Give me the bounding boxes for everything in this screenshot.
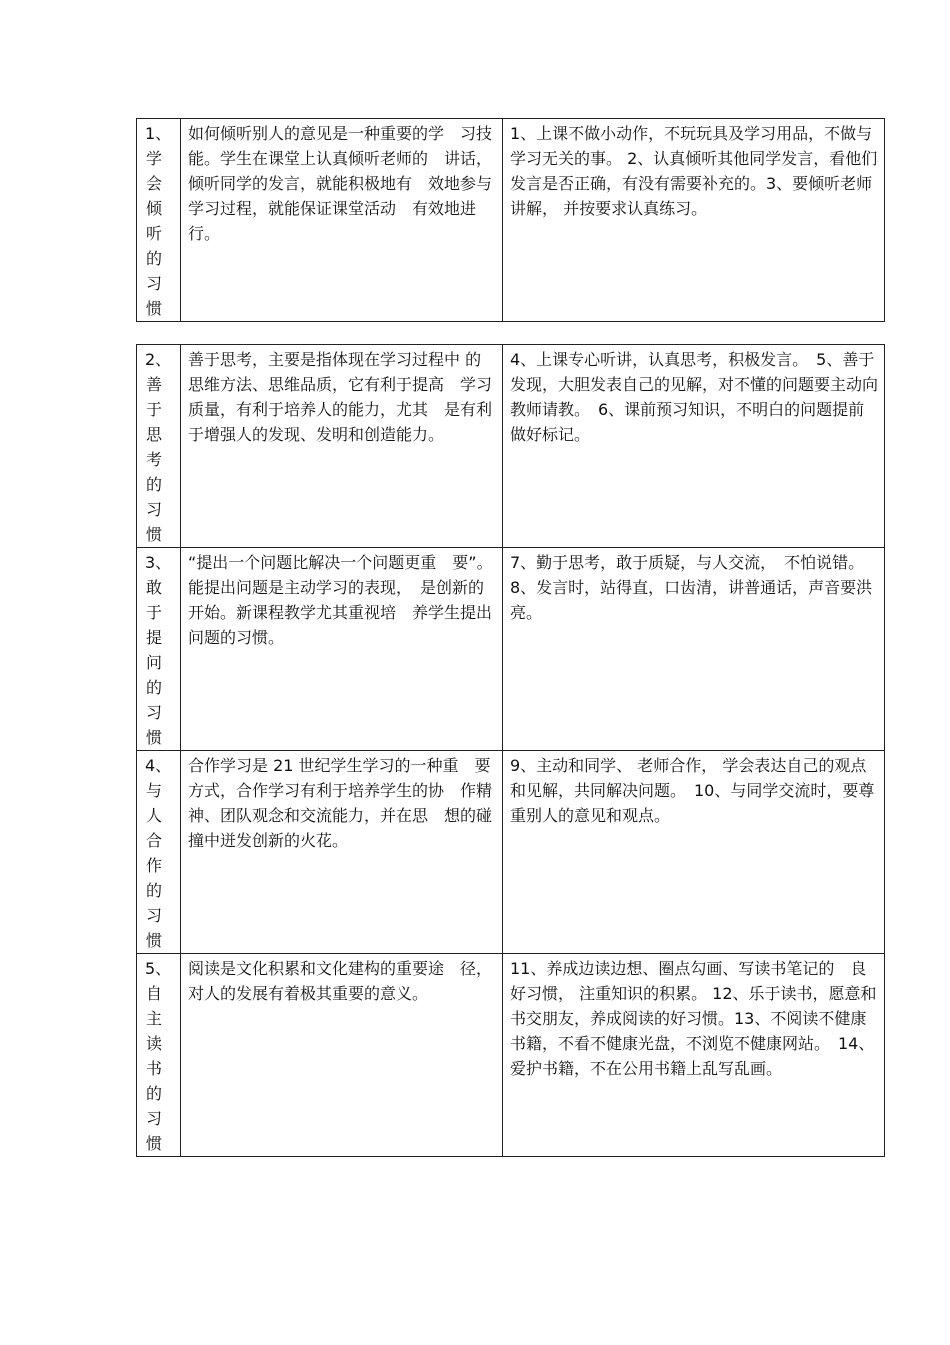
habit-title-char: 习 <box>145 500 162 519</box>
habit-title-cell <box>137 751 181 954</box>
habit-title-char: 的 <box>145 249 162 268</box>
habit-title-char: 惯 <box>145 931 162 950</box>
habit-title-char: 的 <box>145 1084 162 1103</box>
habit-title-char: 合 <box>145 831 162 850</box>
habit-description: 阅读是文化积累和文化建构的重要途 径，对人的发展有着极其重要的意义。 <box>181 954 503 1157</box>
habit-requirements: 4、上课专心听讲，认真思考，积极发言。 5、善于发现，大胆发表自己的见解，对不懂的问题要主动向教师请教。 6、课前预习知识，不明白的问题提前做好标记。 <box>503 345 885 548</box>
habit-number: 4、 <box>145 756 172 775</box>
habit-requirements: 7、勤于思考，敢于质疑，与人交流， 不怕说错。8、发言时，站得直，口齿清，讲普通话，声音要洪亮。 <box>503 548 885 751</box>
habit-title-char: 读 <box>145 1034 162 1053</box>
habit-title-char: 习 <box>145 906 162 925</box>
habit-requirements: 11、养成边读边想、圈点勾画、写读书笔记的 良好习惯， 注重知识的积累。 12、乐于读书，愿意和书交朋友，养成阅读的好习惯。13、不阅读不健康书籍，不看不健康光盘，不浏览不健康网站。 14、爱护书籍，不在公用书籍上乱写乱画。 <box>503 954 885 1157</box>
habit-title-char: 敢 <box>145 578 162 597</box>
habit-description: 合作学习是 21 世纪学生学习的一种重 要方式，合作学习有利于培养学生的协 作精神、团队观念和交流能力，并在思 想的碰撞中迸发创新的火花。 <box>181 751 503 954</box>
table-row <box>137 548 885 751</box>
habit-title-char: 主 <box>145 1009 162 1028</box>
habit-title-char: 书 <box>145 1059 162 1078</box>
habit-title-char: 会 <box>145 174 162 193</box>
habit-title-char: 倾 <box>145 199 162 218</box>
habit-title-char: 人 <box>145 806 162 825</box>
habit-title-char: 惯 <box>145 728 162 747</box>
habits-table-2 <box>136 344 885 1157</box>
habit-title-char: 的 <box>145 881 162 900</box>
habit-title-char: 于 <box>145 400 162 419</box>
habit-title-char: 与 <box>145 781 162 800</box>
table-row <box>137 751 885 954</box>
habit-number: 2、 <box>145 350 172 369</box>
habit-title-cell <box>137 954 181 1157</box>
habit-title-char: 听 <box>145 224 162 243</box>
habit-number: 1、 <box>145 124 172 143</box>
habit-title-char: 习 <box>145 274 162 293</box>
habit-title-char: 的 <box>145 475 162 494</box>
habit-number: 5、 <box>145 959 172 978</box>
habits-table-1 <box>136 118 885 322</box>
habit-title-char: 考 <box>145 450 162 469</box>
habit-requirements: 9、主动和同学、 老师合作， 学会表达自己的观点和见解，共同解决问题。 10、与同学交流时，要尊重别人的意见和观点。 <box>503 751 885 954</box>
habit-title-char: 习 <box>145 1109 162 1128</box>
habit-title-char: 惯 <box>145 299 162 318</box>
habit-title-cell <box>137 119 181 322</box>
table-row <box>137 119 885 322</box>
habit-title-char: 习 <box>145 703 162 722</box>
habit-number: 3、 <box>145 553 172 572</box>
habit-title-char: 于 <box>145 603 162 622</box>
habit-title-char: 思 <box>145 425 162 444</box>
habit-requirements: 1、上课不做小动作，不玩玩具及学习用品，不做与学习无关的事。 2、认真倾听其他同学发言，看他们发言是否正确，有没有需要补充的。3、要倾听老师讲解， 并按要求认真练习。 <box>503 119 885 322</box>
habit-title-char: 学 <box>145 149 162 168</box>
habit-title-cell <box>137 345 181 548</box>
table-row <box>137 345 885 548</box>
habit-title-cell <box>137 548 181 751</box>
table-row <box>137 954 885 1157</box>
habit-title-char: 的 <box>145 678 162 697</box>
habit-title-char: 惯 <box>145 1134 162 1153</box>
habit-title-char: 问 <box>145 653 162 672</box>
habit-title-char: 惯 <box>145 525 162 544</box>
habit-description: “提出一个问题比解决一个问题更重 要”。能提出问题是主动学习的表现， 是创新的开始。新课程教学尤其重视培 养学生提出问题的习惯。 <box>181 548 503 751</box>
habit-title-char: 善 <box>145 375 162 394</box>
habit-title-char: 自 <box>145 984 162 1003</box>
habit-description: 如何倾听别人的意见是一种重要的学 习技能。学生在课堂上认真倾听老师的 讲话，倾听同学的发言，就能积极地有 效地参与学习过程，就能保证课堂活动 有效地进行。 <box>181 119 503 322</box>
habit-description: 善于思考，主要是指体现在学习过程中 的思维方法、思维品质，它有利于提高 学习质量，有利于培养人的能力，尤其 是有利于增强人的发现、发明和创造能力。 <box>181 345 503 548</box>
habit-title-char: 作 <box>145 856 162 875</box>
habit-title-char: 提 <box>145 628 162 647</box>
